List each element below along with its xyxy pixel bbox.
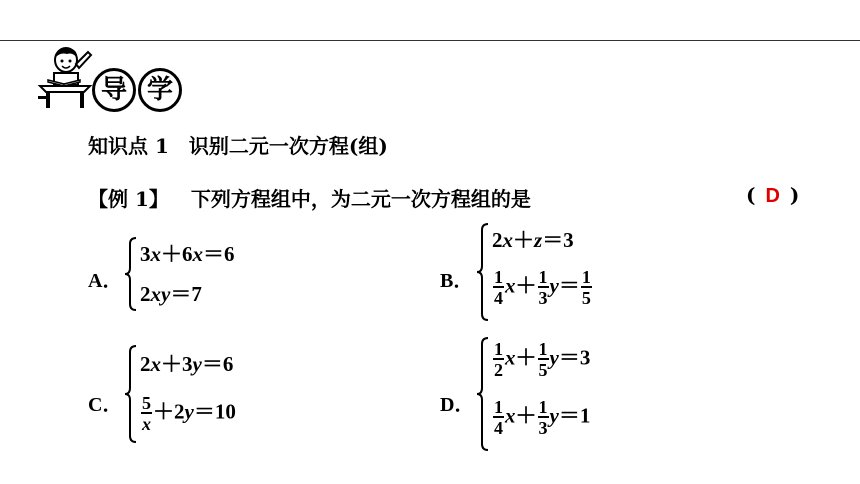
brace-icon xyxy=(124,236,138,312)
badge-xue: 学 xyxy=(138,68,182,112)
option-b-eq1: 2x＋z＝3 xyxy=(492,228,574,252)
brace-icon xyxy=(476,336,490,452)
example-question xyxy=(88,183,531,212)
option-c-eq1: 2x＋3y＝6 xyxy=(140,352,234,376)
knowledge-point-title: 知识点 1 识别二元一次方程(组) xyxy=(88,134,388,158)
brace-icon xyxy=(124,344,138,444)
option-d-system xyxy=(476,336,676,452)
option-a-system xyxy=(124,236,284,312)
option-c-eq2: $\frac{5}{x}$ ＋2y＝10 xyxy=(142,393,236,434)
option-c-label: C． xyxy=(88,394,123,416)
option-a-eq2: 2xy＝7 xyxy=(140,282,202,306)
top-divider xyxy=(0,40,860,41)
option-d-eq1: $\frac{1}{2}$ x＋ $\frac{1}{5}$ y＝3 xyxy=(494,339,591,380)
question-text: 下列方程组中，为二元一次方程组的是 xyxy=(190,187,531,211)
student-reading-icon xyxy=(34,46,94,110)
option-a-label: A． xyxy=(88,270,123,292)
option-b-system xyxy=(476,222,676,322)
answer-letter: D xyxy=(765,185,780,207)
example-tag: 【例 1】 xyxy=(88,187,169,211)
option-d-eq2: $\frac{1}{4}$ x＋ $\frac{1}{3}$ y＝1 xyxy=(494,397,591,438)
option-c-system xyxy=(124,344,304,444)
answer-blank: ( D ) xyxy=(746,183,800,207)
option-d-label: D． xyxy=(440,394,475,416)
option-a-eq1: 3x＋6x＝6 xyxy=(140,242,235,266)
brace-icon xyxy=(476,222,490,322)
option-b-label: B． xyxy=(440,270,474,292)
option-b-eq2: $\frac{1}{4}$ x＋ $\frac{1}{3}$ y＝ $\frac{1}{5}$ xyxy=(494,267,591,308)
badge-dao: 导 xyxy=(92,68,136,112)
